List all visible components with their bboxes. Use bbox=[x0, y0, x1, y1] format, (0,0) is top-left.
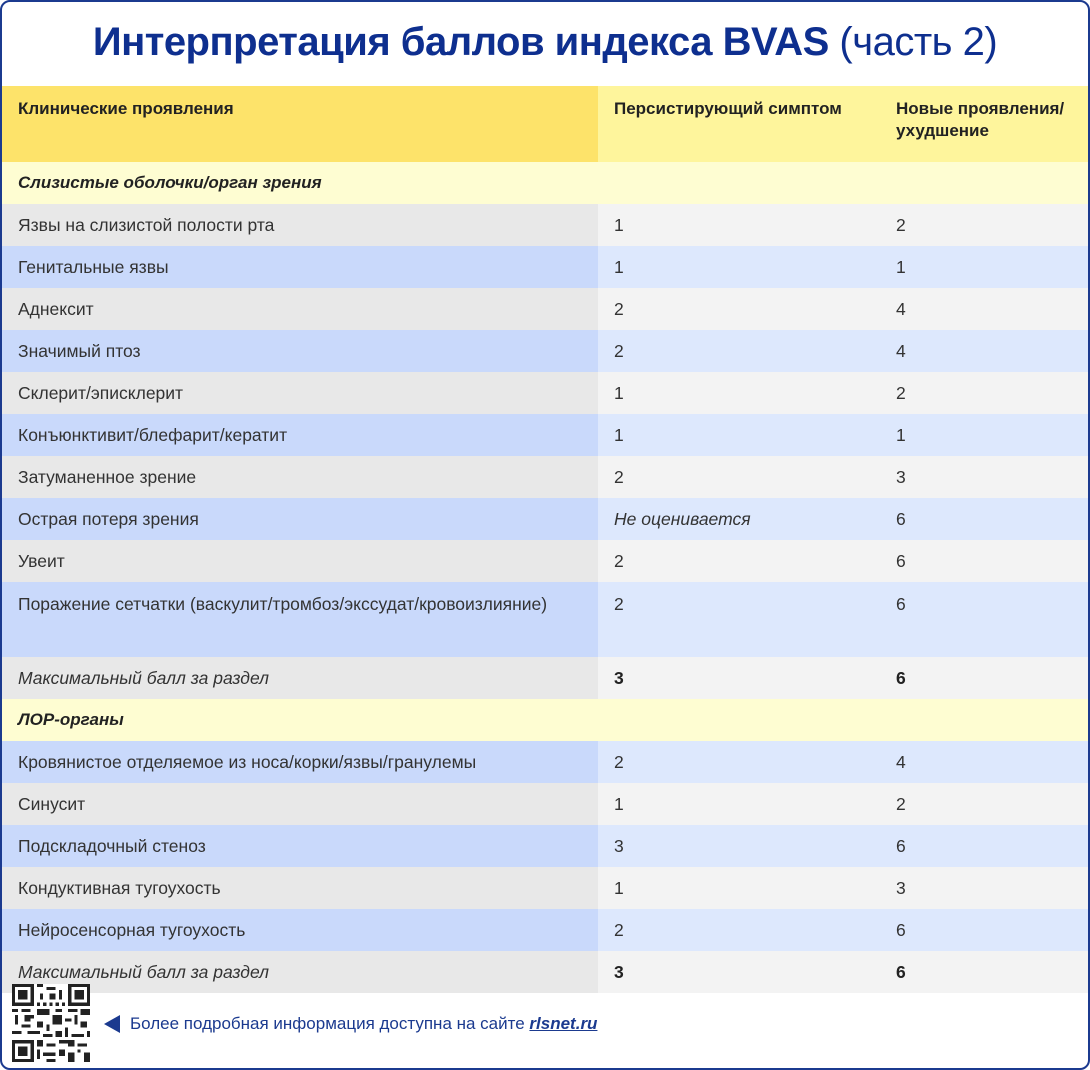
row-persistent bbox=[598, 498, 880, 540]
row-new: 6 bbox=[880, 582, 1088, 657]
section-row-ent bbox=[2, 699, 1088, 741]
arrow-left-icon bbox=[104, 1015, 120, 1033]
table-row bbox=[2, 372, 1088, 414]
table-row bbox=[2, 498, 1088, 540]
table-row bbox=[2, 204, 1088, 246]
row-persistent: 2 bbox=[598, 909, 880, 951]
row-label: Склерит/эписклерит bbox=[2, 372, 598, 414]
column-header-new: Новые проявления/ ухудшение bbox=[880, 86, 1088, 162]
row-label: Синусит bbox=[2, 783, 598, 825]
row-label: Поражение сетчатки (васкулит/тромбоз/экссудат/кровоизлияние) bbox=[2, 582, 598, 657]
row-persistent: 3 bbox=[598, 825, 880, 867]
row-new: 6 bbox=[880, 909, 1088, 951]
row-label: Язвы на слизистой полости рта bbox=[2, 204, 598, 246]
row-persistent: 1 bbox=[598, 372, 880, 414]
row-new: 4 bbox=[880, 741, 1088, 783]
row-label: Подскладочный стеноз bbox=[2, 825, 598, 867]
page-title bbox=[2, 20, 1088, 65]
row-new: 3 bbox=[880, 867, 1088, 909]
table-header-row bbox=[2, 86, 1088, 162]
table-row bbox=[2, 783, 1088, 825]
section-title: Слизистые оболочки/орган зрения bbox=[2, 162, 1088, 204]
row-label: Генитальные язвы bbox=[2, 246, 598, 288]
section-title: ЛОР-органы bbox=[2, 699, 1088, 741]
row-label: Затуманенное зрение bbox=[2, 456, 598, 498]
max-persistent: 3 bbox=[598, 657, 880, 699]
row-new: 4 bbox=[880, 288, 1088, 330]
row-persistent: 1 bbox=[598, 783, 880, 825]
table-row bbox=[2, 867, 1088, 909]
qr-code-icon[interactable] bbox=[12, 984, 90, 1062]
row-label: Острая потеря зрения bbox=[2, 498, 598, 540]
row-new: 6 bbox=[880, 540, 1088, 582]
not-assessed-text: Не оценивается bbox=[614, 508, 751, 529]
row-persistent: 2 bbox=[598, 330, 880, 372]
table-row bbox=[2, 288, 1088, 330]
site-link[interactable]: rlsnet.ru bbox=[529, 1014, 598, 1033]
row-label: Увеит bbox=[2, 540, 598, 582]
table-row bbox=[2, 330, 1088, 372]
table-row bbox=[2, 540, 1088, 582]
table-row bbox=[2, 741, 1088, 783]
row-label: Кровянистое отделяемое из носа/корки/язвы/гранулемы bbox=[2, 741, 598, 783]
footer-text: Более подробная информация доступна на сайте bbox=[130, 1014, 525, 1033]
row-label: Значимый птоз bbox=[2, 330, 598, 372]
title-part: (часть 2) bbox=[839, 20, 998, 64]
table-row bbox=[2, 582, 1088, 657]
table-row bbox=[2, 825, 1088, 867]
row-new: 6 bbox=[880, 498, 1088, 540]
row-new: 2 bbox=[880, 372, 1088, 414]
row-persistent: 1 bbox=[598, 867, 880, 909]
max-new: 6 bbox=[880, 657, 1088, 699]
max-persistent: 3 bbox=[598, 951, 880, 993]
row-persistent: 2 bbox=[598, 456, 880, 498]
row-persistent: 2 bbox=[598, 582, 880, 657]
max-new: 6 bbox=[880, 951, 1088, 993]
column-header-manifestations: Клинические проявления bbox=[2, 86, 598, 162]
row-new: 1 bbox=[880, 246, 1088, 288]
section-row-mucosa-eyes bbox=[2, 162, 1088, 204]
row-label: Конъюнктивит/блефарит/кератит bbox=[2, 414, 598, 456]
row-new: 2 bbox=[880, 783, 1088, 825]
row-new: 1 bbox=[880, 414, 1088, 456]
row-label: Кондуктивная тугоухость bbox=[2, 867, 598, 909]
row-persistent: 1 bbox=[598, 414, 880, 456]
table-row bbox=[2, 246, 1088, 288]
row-persistent: 2 bbox=[598, 540, 880, 582]
row-persistent: 1 bbox=[598, 246, 880, 288]
row-label: Нейросенсорная тугоухость bbox=[2, 909, 598, 951]
table-row bbox=[2, 456, 1088, 498]
title-main: Интерпретация баллов индекса BVAS bbox=[92, 20, 829, 64]
row-label: Аднексит bbox=[2, 288, 598, 330]
column-header-persistent: Персистирующий симптом bbox=[598, 86, 880, 162]
max-label: Максимальный балл за раздел bbox=[2, 657, 598, 699]
row-new: 2 bbox=[880, 204, 1088, 246]
row-new: 6 bbox=[880, 825, 1088, 867]
footer-note bbox=[130, 1014, 597, 1034]
bvas-table bbox=[2, 86, 1088, 993]
row-new: 3 bbox=[880, 456, 1088, 498]
table-row bbox=[2, 909, 1088, 951]
footer bbox=[12, 982, 1082, 1062]
row-persistent: 1 bbox=[598, 204, 880, 246]
table-row bbox=[2, 414, 1088, 456]
max-label: Максимальный балл за раздел bbox=[2, 951, 598, 993]
row-new: 4 bbox=[880, 330, 1088, 372]
row-persistent: 2 bbox=[598, 741, 880, 783]
row-persistent: 2 bbox=[598, 288, 880, 330]
max-score-row bbox=[2, 657, 1088, 699]
